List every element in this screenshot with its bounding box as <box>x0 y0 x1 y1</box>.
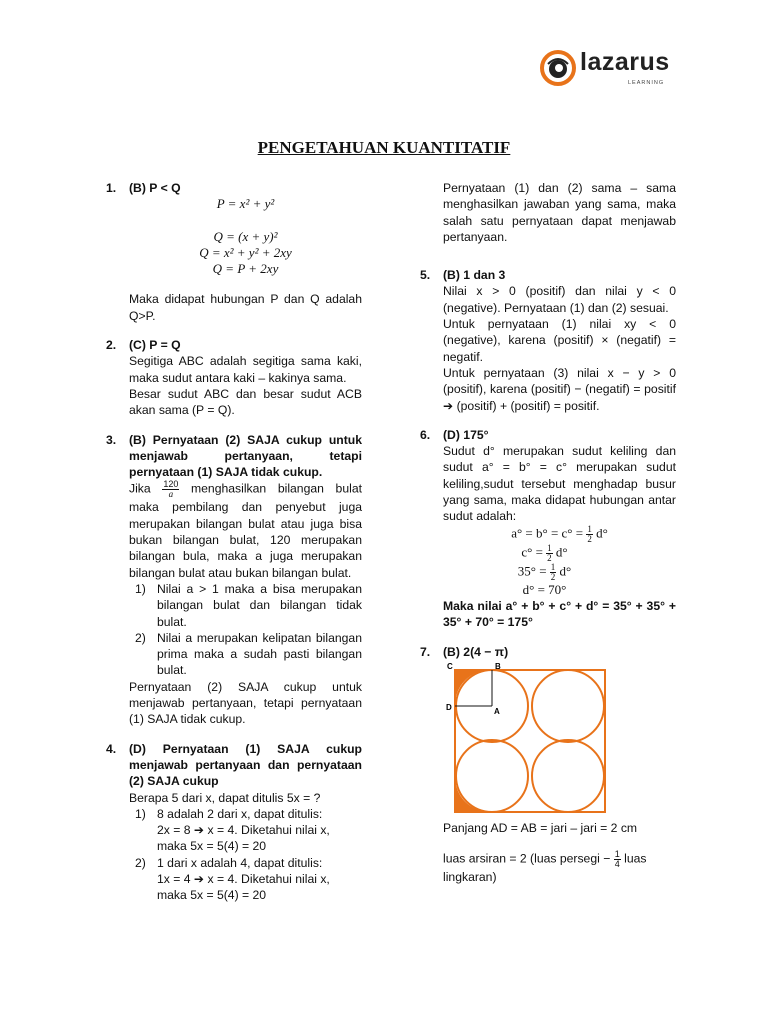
explanation: Panjang AD = AB = jari – jari = 2 cm <box>443 820 638 835</box>
answer: (D) Pernyataan (1) SAJA cukup menjawab pertanyaan dan pernyataan (2) SAJA cukup <box>129 741 362 789</box>
list-item: 2) 1 dari x adalah 4, dapat ditulis: 1x = 4 ➔ x = 4. Diketahui nilai x, maka 5x = 5(4) = 20 <box>135 855 330 903</box>
explanation: Maka nilai a° + b° + c° + d° = 35° + 35° + 35° + 70° = 175° <box>443 598 676 630</box>
answer: (B) P < Q <box>129 181 181 195</box>
circle <box>532 740 604 812</box>
equation: 35° = $\frac{1}{2}$ d° <box>517 561 572 582</box>
equation: Q = x² + y² + 2xy <box>199 244 292 260</box>
explanation: Jika $\frac{120}{a}$ menghasilkan bilangan bulat maka pembilang dan penyebut juga merupakan bilangan bulat atau juga bisa bukan bilangan bulat, 120 merupakan bilangan bula, maka a juga merupakan bilangan bulat atau bukan bilangan bulat. <box>129 479 362 580</box>
answer: (B) 2(4 − π) <box>443 644 509 659</box>
question-number: 7. <box>420 644 431 659</box>
lazarus-logo <box>540 46 680 92</box>
explanation: Segitiga ABC adalah segitiga sama kaki, maka sudut antara kaki – kakinya sama. <box>129 354 362 385</box>
question-number: 1. <box>106 181 117 195</box>
question-5 <box>420 267 676 414</box>
explanation: Untuk pernyataan (1) nilai xy < 0 (negative), karena (positif) × (negatif) = negatif. <box>443 317 676 364</box>
logo-name: lazarus <box>580 48 670 76</box>
label-d: D <box>446 702 452 712</box>
answer: (B) Pernyataan (2) SAJA cukup untuk menjawab pertanyaan, tetapi pernyataan (1) SAJA tidak cukup. <box>129 432 362 480</box>
list-item: 1) 8 adalah 2 dari x, dapat ditulis: 2x = 8 ➔ x = 4. Diketahui nilai x, maka 5x = 5(4) = 20 <box>135 806 330 854</box>
label-a: A <box>494 706 500 716</box>
question-4 <box>106 741 362 904</box>
answer: (C) P = Q <box>129 338 181 353</box>
question-7 <box>420 644 676 886</box>
list-item: 2) Nilai a merupakan kelipatan bilangan prima maka a sudah pasti bilangan bulat. <box>135 630 362 678</box>
explanation: luas arsiran = 2 (luas persegi − $\frac{1}{4}$ luas lingkaran) <box>443 849 647 885</box>
question-number: 2. <box>106 338 117 353</box>
label-c: C <box>447 661 453 671</box>
logo-sub: LEARNING <box>628 80 665 86</box>
explanation: Untuk pernyataan (3) nilai x − y > 0 (positif), karena (positif) − (negatif) = positif ➔ (positif) + (positif) = positif. <box>443 365 676 413</box>
explanation: Pernyataan (2) SAJA cukup untuk menjawab pertanyaan, tetapi pernyataan (1) SAJA tidak cukup. <box>129 679 362 727</box>
list-item: 1) Nilai a > 1 maka a bisa merupakan bilangan bulat dan bilangan tidak bulat. <box>135 581 362 629</box>
equation: Q = P + 2xy <box>212 261 279 277</box>
equation: P = x² + y² <box>216 196 275 212</box>
explanation: Sudut d° merupakan sudut keliling dan sudut a° = b° = c° merupakan sudut keliling,sudut tersebut menghadap busur yang sama, maka didapat hubungan antar sudut adalah: <box>443 444 676 524</box>
question-number: 3. <box>106 432 117 447</box>
label-b: B <box>495 661 501 671</box>
question-number: 6. <box>420 427 431 442</box>
circle <box>456 740 528 812</box>
lazarus-logo-icon <box>540 50 576 86</box>
equation: d° = 70° <box>522 581 567 597</box>
explanation: Nilai x > 0 (positif) dan nilai y < 0 (negative). Pernyataan (1) dan (2) sesuai. <box>443 284 676 315</box>
equation: a° = b° = c° = $\frac{1}{2}$ d° <box>511 523 608 544</box>
circles-in-square-diagram <box>443 662 609 814</box>
explanation: Maka didapat hubungan P dan Q adalah Q>P. <box>129 292 362 323</box>
question-number: 5. <box>420 268 431 283</box>
right-column <box>420 180 676 898</box>
question-2 <box>106 337 362 418</box>
question-3 <box>106 432 362 728</box>
explanation: Berapa 5 dari x, dapat ditulis 5x = ? <box>129 790 321 805</box>
continuation-text: Pernyataan (1) dan (2) sama – sama menghasilkan jawaban yang sama, maka salah satu pernyataan dapat menjawab pertanyaan. <box>443 181 676 244</box>
answer: (D) 175° <box>443 427 489 442</box>
fraction: $\frac{120}{a}$ <box>163 479 179 500</box>
outer-square <box>455 670 605 812</box>
equation: c° = $\frac{1}{2}$ d° <box>521 542 568 563</box>
left-column <box>106 180 362 917</box>
page-title: PENGETAHUAN KUANTITATIF <box>257 138 511 157</box>
question-number: 4. <box>106 741 117 756</box>
explanation: Besar sudut ABC dan besar sudut ACB akan sama (P = Q). <box>129 386 362 418</box>
equation: Q = (x + y)² <box>213 228 278 244</box>
answer: (B) 1 dan 3 <box>443 268 506 283</box>
question-1 <box>106 180 362 324</box>
question-6 <box>420 427 676 631</box>
circle <box>532 670 604 742</box>
